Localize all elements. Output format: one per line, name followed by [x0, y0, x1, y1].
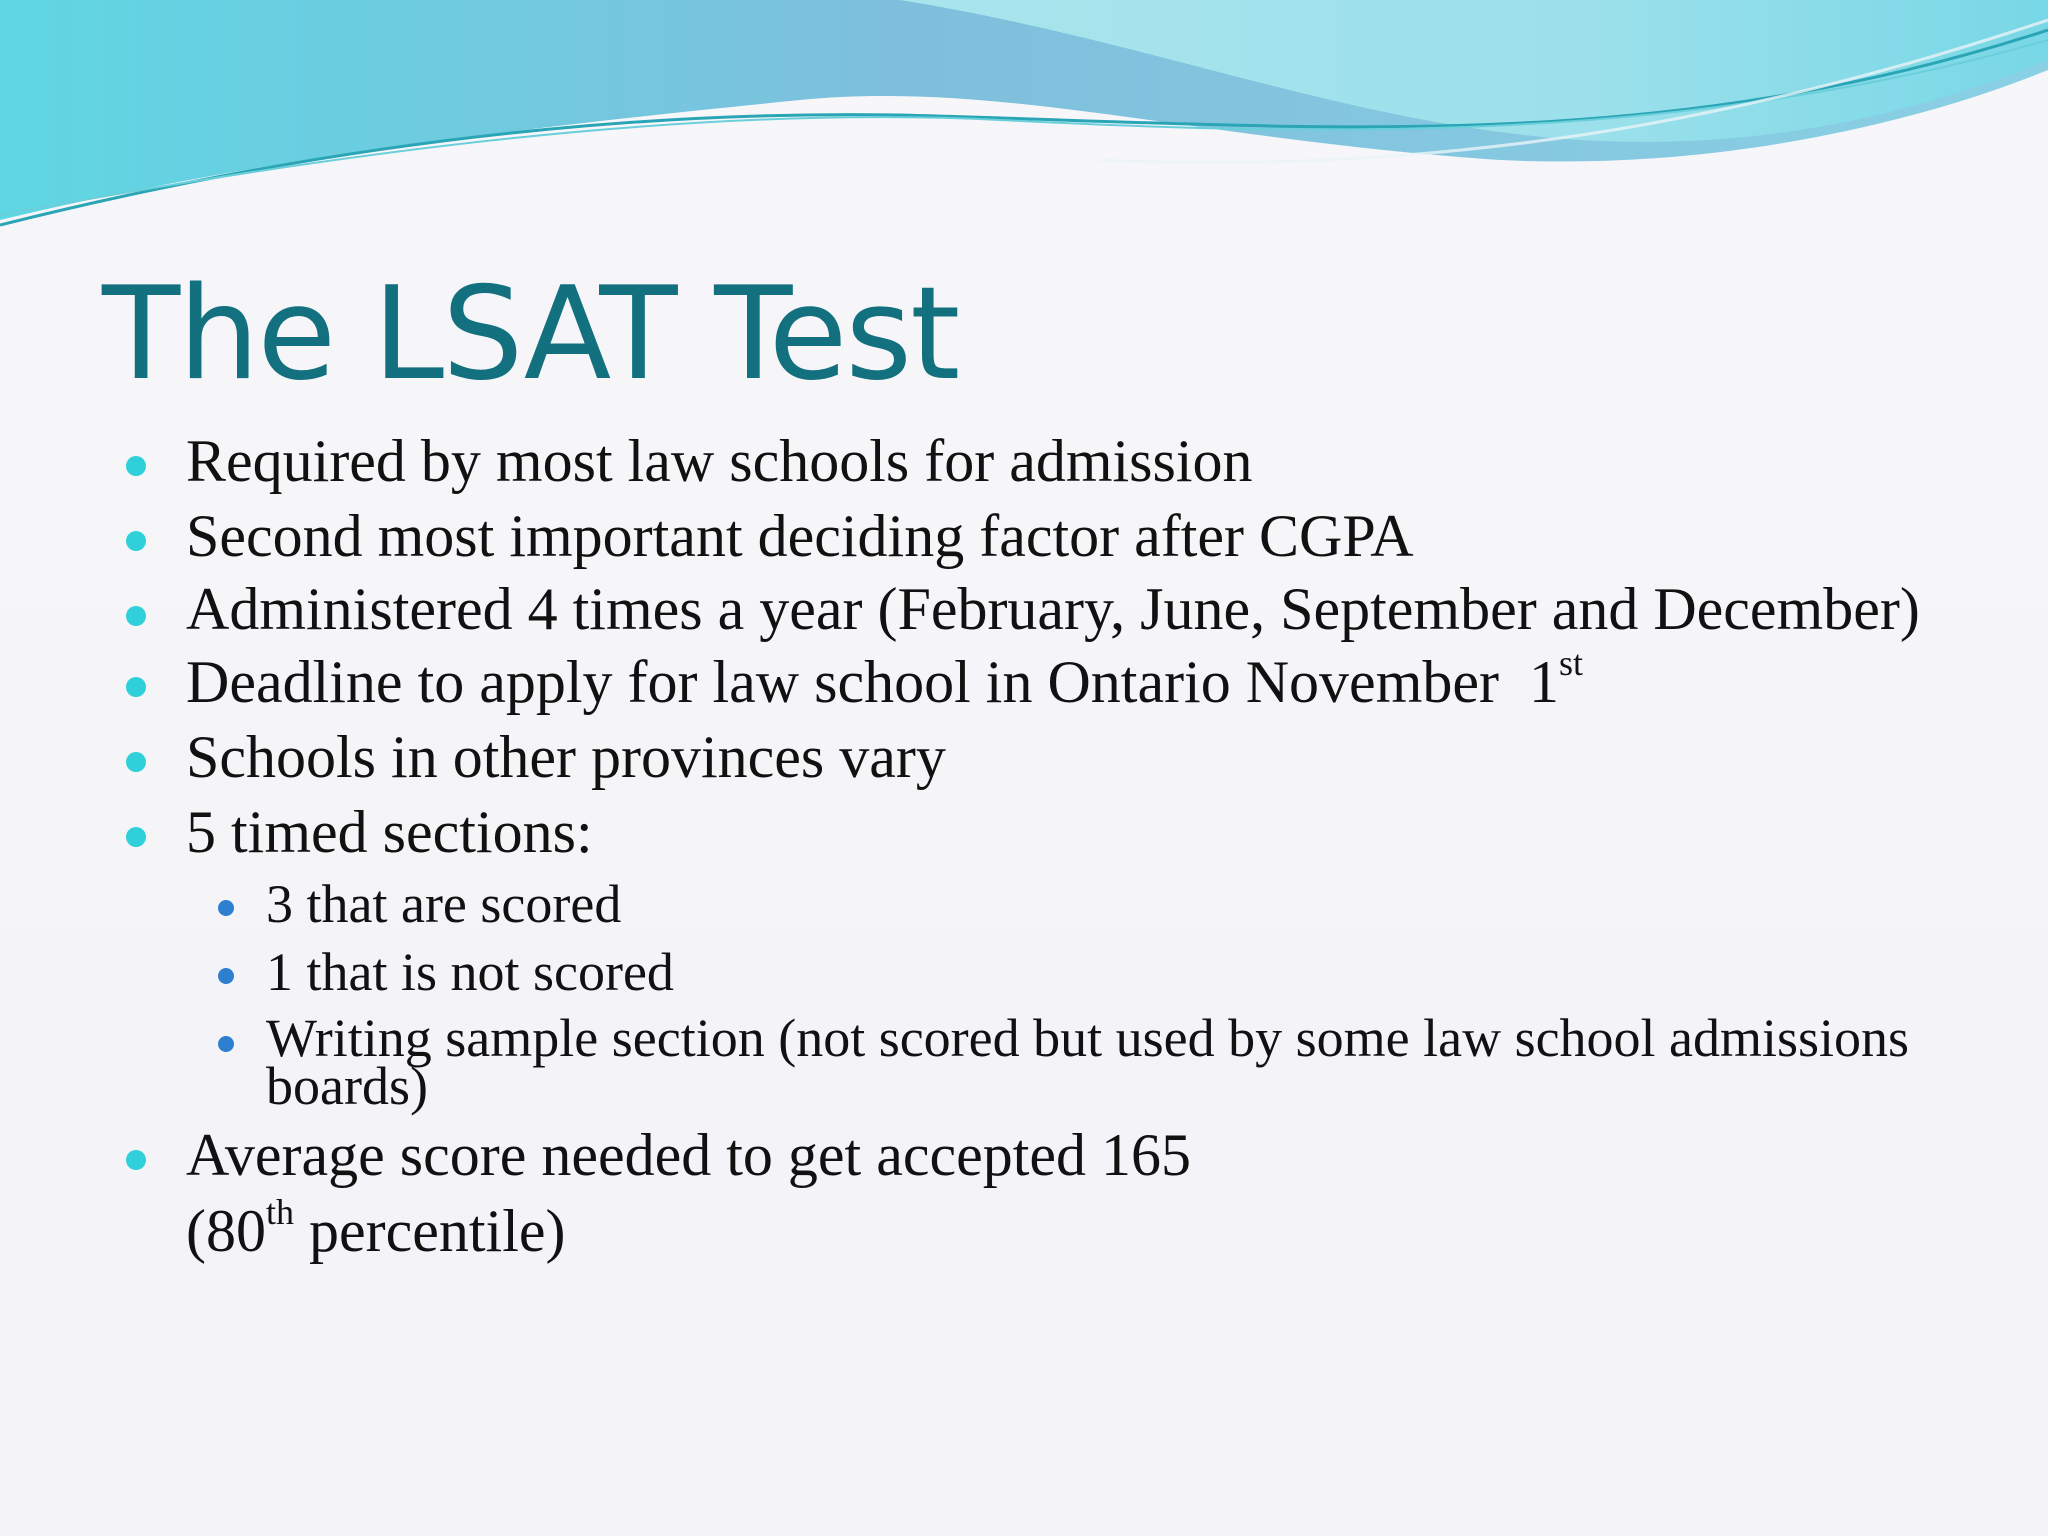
bullet-text: 5 timed sections:: [186, 799, 593, 865]
header-wave-decoration: [0, 0, 2048, 260]
sub-bullet-item: [126, 874, 1986, 934]
bullet-item: [126, 724, 1986, 790]
sub-bullet-dot-icon: [218, 900, 234, 916]
slide-title: The LSAT Test: [102, 260, 959, 409]
bullet-continuation: [126, 1192, 1986, 1264]
sub-bullet-item: [126, 942, 1986, 1002]
continuation-prefix: (80: [186, 1198, 266, 1264]
bullet-item: [126, 428, 1986, 494]
bullet-text: Deadline to apply for law school in Ontario November 1: [186, 649, 1559, 715]
ordinal-suffix: st: [1558, 643, 1583, 683]
bullet-text: Average score needed to get accepted 165: [186, 1122, 1192, 1188]
sub-bullet-text: Writing sample section (not scored but used by some law school admissions boards): [266, 1008, 1910, 1116]
bullet-dot-icon: [126, 531, 146, 551]
bullet-list: [126, 428, 1986, 1264]
sub-bullet-text: 3 that are scored: [266, 874, 622, 934]
bullet-text: Schools in other provinces vary: [186, 724, 946, 790]
bullet-dot-icon: [126, 827, 146, 847]
bullet-item: [126, 503, 1986, 569]
sub-bullet-text: 1 that is not scored: [266, 942, 674, 1002]
continuation-suffix: percentile): [294, 1198, 566, 1264]
bullet-dot-icon: [126, 456, 146, 476]
bullet-item: [126, 643, 1986, 715]
bullet-dot-icon: [126, 606, 146, 626]
bullet-text: Second most important deciding factor after CGPA: [186, 503, 1414, 569]
bullet-dot-icon: [126, 752, 146, 772]
ordinal-suffix: th: [265, 1192, 294, 1232]
bullet-item: [126, 799, 1986, 865]
bullet-text: Administered 4 times a year (February, June, September and December): [186, 576, 1920, 642]
bullet-item: [126, 576, 1986, 642]
sub-bullet-dot-icon: [218, 1036, 234, 1052]
bullet-item: [126, 1122, 1986, 1188]
bullet-dot-icon: [126, 1150, 146, 1170]
bullet-dot-icon: [126, 677, 146, 697]
sub-bullet-dot-icon: [218, 968, 234, 984]
bullet-text: Required by most law schools for admission: [186, 428, 1253, 494]
sub-bullet-item: [126, 1008, 1986, 1116]
